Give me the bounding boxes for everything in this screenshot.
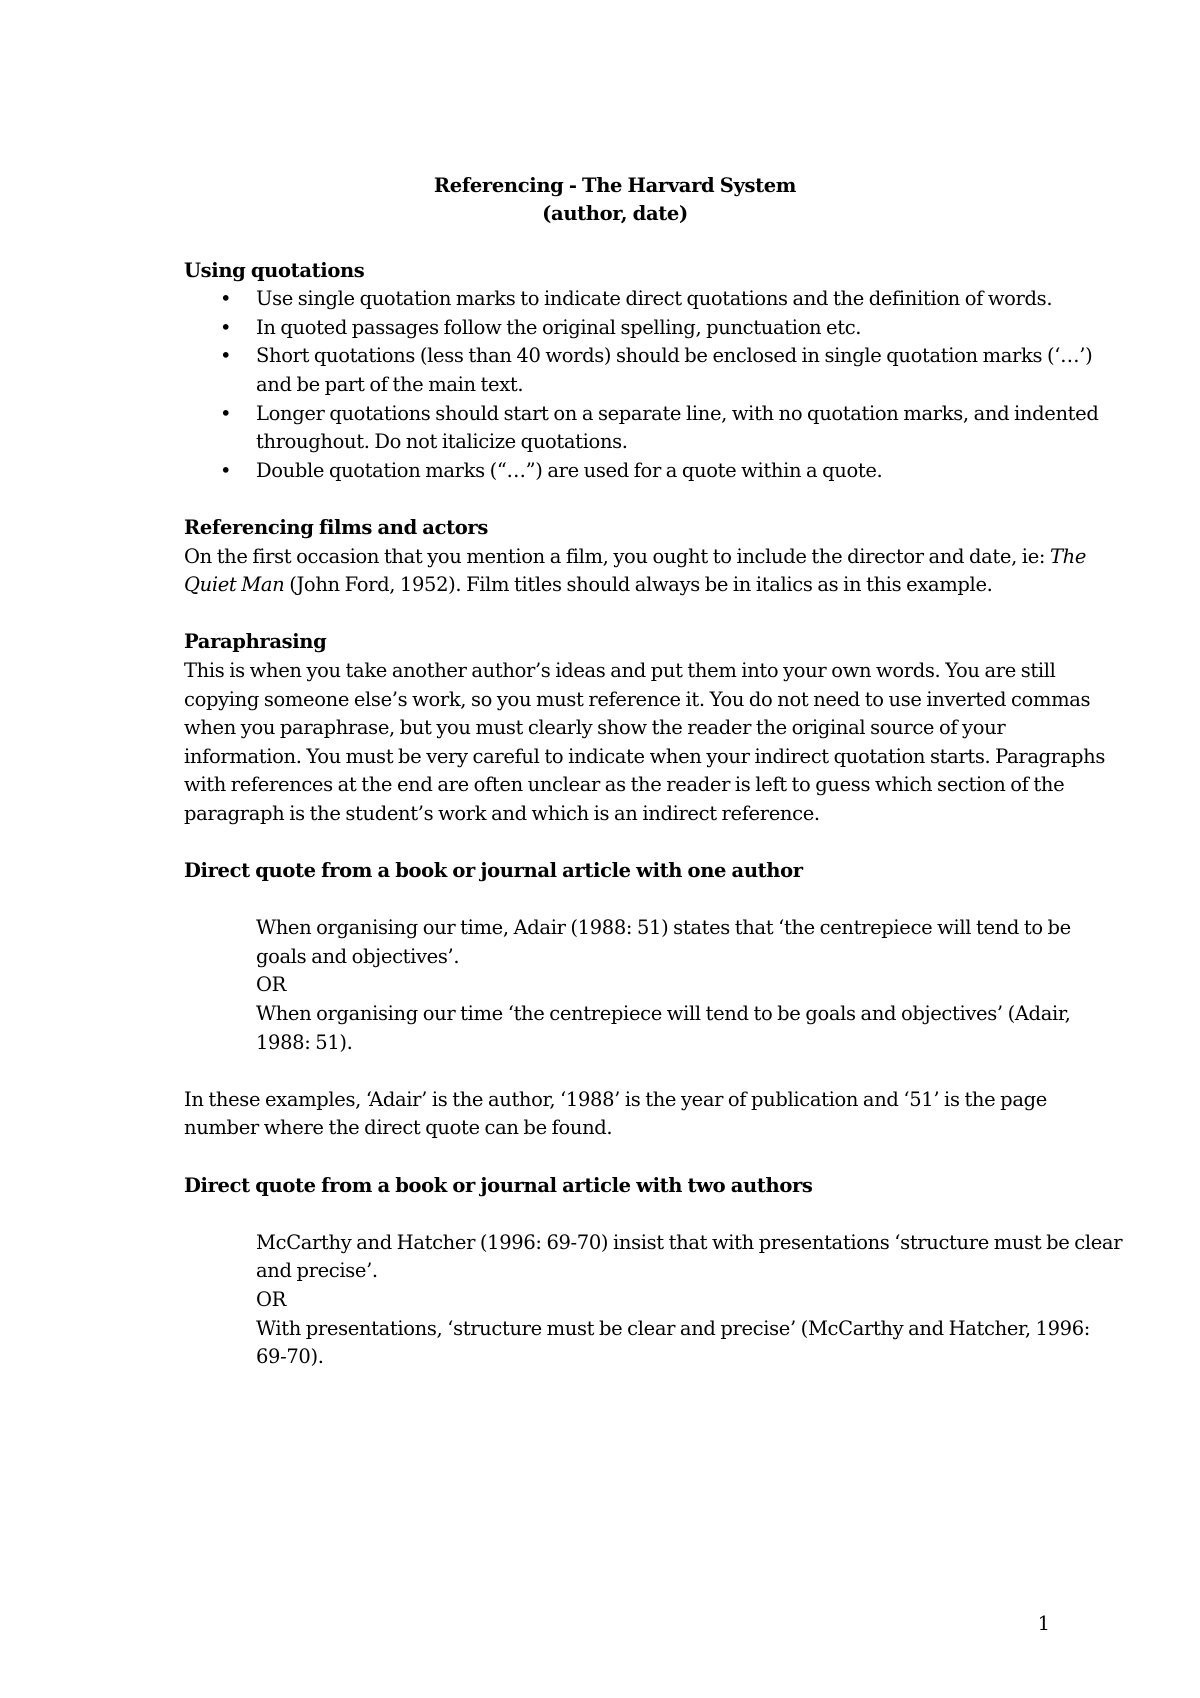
- section-films: [184, 514, 1124, 600]
- bullet-icon: •: [220, 315, 232, 339]
- spacer: [184, 1200, 1124, 1229]
- list-item: [184, 457, 1124, 486]
- spacer: [184, 828, 1124, 857]
- example-block: [184, 914, 1124, 1057]
- list-item-text: Double quotation marks (“…”) are used for a quote within a quote.: [256, 458, 883, 482]
- section-heading: Paraphrasing: [184, 630, 327, 654]
- film-title: The Quiet Man: [184, 544, 1087, 597]
- spacer: [184, 228, 1124, 257]
- or-separator: OR: [256, 973, 286, 997]
- example-quote: When organising our time, Adair (1988: 51) states that ‘the centrepiece will tend to be goals and objectives’.: [256, 916, 1071, 968]
- section-heading: Using quotations: [184, 258, 365, 282]
- list-item: [184, 342, 1124, 399]
- spacer: [184, 1143, 1124, 1172]
- bullet-icon: •: [220, 458, 232, 482]
- section-heading: Direct quote from a book or journal article with two authors: [184, 1173, 813, 1197]
- films-text-after: (John Ford, 1952). Film titles should always be in italics as in this example.: [284, 573, 993, 597]
- paraphrasing-paragraph: This is when you take another author’s ideas and put them into your own words. You are still copying someone else’s work, so you must reference it. You do not need to use inverted commas when you paraphrase, but you must clearly show the reader the original source of your information. You must be very careful to indicate when your indirect quotation starts. Paragraphs with references at the end are often unclear as the reader is left to guess which section of the paragraph is the student’s work and which is an indirect reference.: [184, 658, 1105, 825]
- example-quote: McCarthy and Hatcher (1996: 69-70) insist that with presentations ‘structure must be clear and precise’.: [256, 1230, 1123, 1283]
- list-item-text: In quoted passages follow the original spelling, punctuation etc.: [256, 315, 862, 339]
- document-body: [184, 172, 1124, 1372]
- title-line-1: Referencing - The Harvard System: [433, 174, 797, 197]
- spacer: [184, 886, 1124, 915]
- spacer: [184, 600, 1124, 629]
- list-item-text: Longer quotations should start on a separate line, with no quotation marks, and indented throughout. Do not italicize quotations.: [256, 401, 1099, 454]
- example-block: [184, 1229, 1124, 1372]
- bullet-icon: •: [220, 401, 232, 425]
- document-title: [0, 172, 1200, 228]
- list-item-text: Use single quotation marks to indicate direct quotations and the definition of words.: [256, 287, 1053, 311]
- section-paraphrasing: [184, 628, 1124, 828]
- page-number: 1: [1037, 1612, 1050, 1635]
- list-item-text: Short quotations (less than 40 words) should be enclosed in single quotation marks (‘…’) and be part of the main text.: [256, 344, 1093, 396]
- title-line-2: (author, date): [542, 202, 688, 225]
- section-one-author: [184, 857, 1124, 1143]
- quotation-rules-list: [184, 285, 1124, 485]
- section-two-authors: [184, 1172, 1124, 1372]
- list-item: [184, 285, 1124, 314]
- example-quote: When organising our time ‘the centrepiece will tend to be goals and objectives’ (Adair, 1988: 51).: [256, 1002, 1071, 1054]
- bullet-icon: •: [220, 287, 232, 311]
- section-heading: Referencing films and actors: [184, 515, 488, 539]
- explanation-paragraph: In these examples, ‘Adair’ is the author, ‘1988’ is the year of publication and ‘51’ is the page number where the direct quote can be found.: [184, 1087, 1047, 1140]
- spacer: [184, 485, 1124, 514]
- films-paragraph: [184, 543, 1124, 600]
- example-quote: With presentations, ‘structure must be clear and precise’ (McCarthy and Hatcher, 1996: 69-70).: [256, 1316, 1090, 1369]
- or-separator: OR: [256, 1287, 286, 1311]
- section-heading: Direct quote from a book or journal article with one author: [184, 859, 803, 883]
- list-item: [184, 400, 1124, 457]
- list-item: [184, 314, 1124, 343]
- films-text-before: On the first occasion that you mention a film, you ought to include the director and date, ie:: [184, 544, 1050, 568]
- spacer: [184, 1057, 1124, 1086]
- section-using-quotations: [184, 257, 1124, 486]
- bullet-icon: •: [220, 344, 232, 368]
